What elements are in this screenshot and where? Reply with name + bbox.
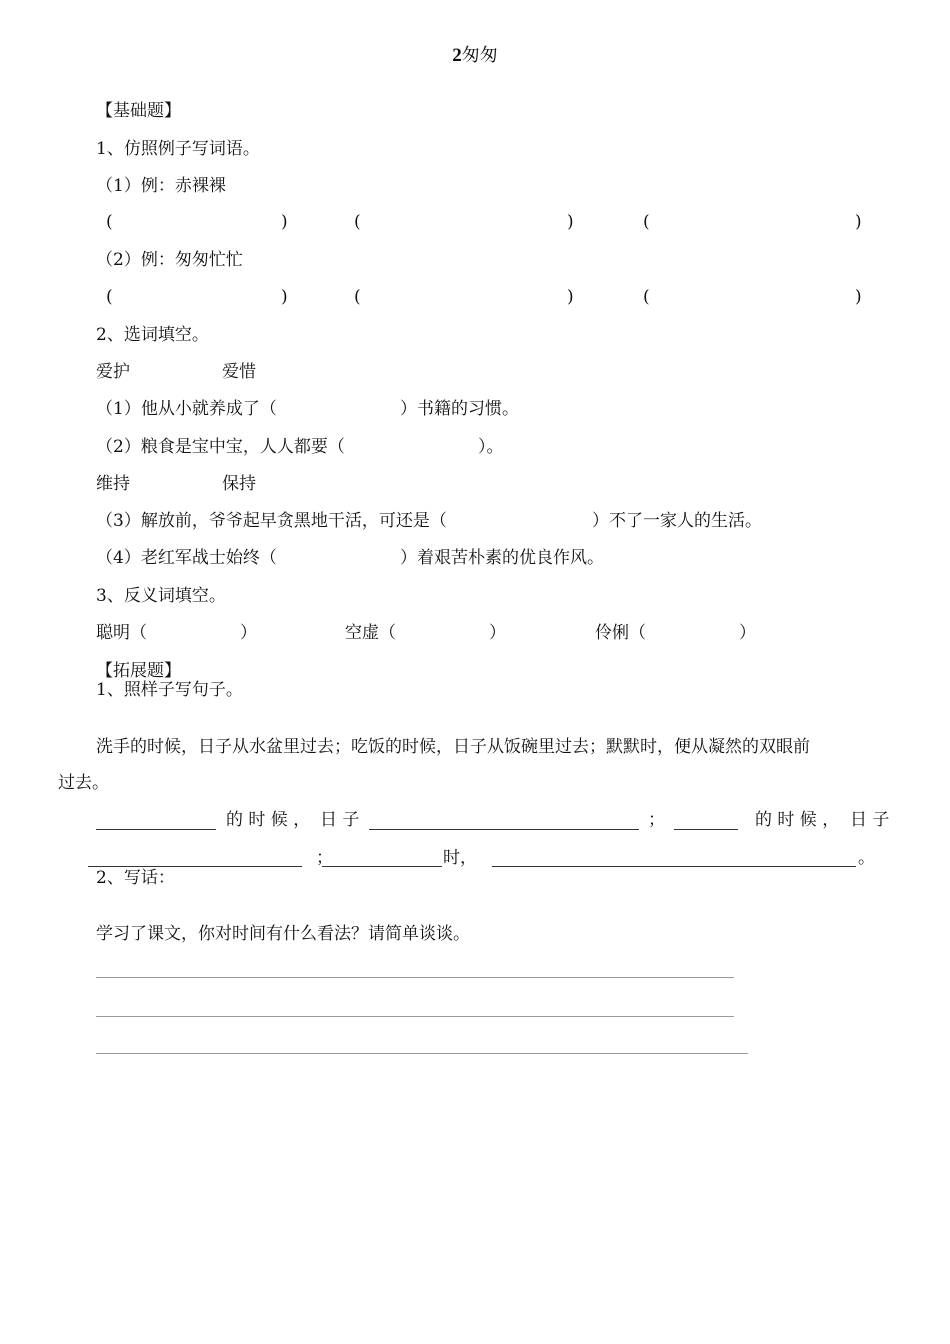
close-paren: ) [567, 287, 574, 307]
template-time: 时， [443, 848, 477, 868]
word-choice-1b: 爱惜 [222, 362, 256, 382]
q3-prompt: 3、反义词填空。 [96, 586, 226, 606]
ext-q2-prompt: 2、写话： [96, 868, 175, 888]
close-paren: ) [855, 287, 862, 307]
fill-sentence-2-start: （2）粮食是宝中宝，人人都要（ [96, 437, 345, 457]
word-choice-1a: 爱护 [96, 362, 130, 382]
fill-sentence-4-end: ）着艰苦朴素的优良作风。 [400, 548, 604, 568]
antonym-item-2: 空虚（ [345, 623, 396, 643]
antonym-item-3-close: ） [739, 623, 756, 643]
fill-sentence-2-end: ）。 [478, 437, 504, 457]
answer-underline [369, 829, 639, 830]
template-end: 。 [858, 848, 875, 868]
word-choice-2b: 保持 [222, 474, 256, 494]
lesson-title: 匆匆 [461, 45, 498, 66]
page-title [0, 46, 950, 65]
template-when-1: 的 时 候 ， [226, 810, 311, 830]
basic-section-heading: 【基础题】 [96, 101, 181, 121]
template-day-1: 日 子 [320, 810, 360, 830]
answer-underline [674, 829, 738, 830]
open-paren: ( [354, 287, 361, 307]
ext-q1-prompt: 1、照样子写句子。 [96, 680, 243, 700]
writing-question: 学习了课文，你对时间有什么看法？请简单谈谈。 [96, 924, 470, 944]
fill-sentence-1-end: ）书籍的习惯。 [400, 399, 519, 419]
open-paren: ( [106, 212, 113, 232]
lesson-number: 2 [452, 45, 462, 66]
answer-underline [322, 866, 442, 867]
template-semicolon-1: ； [648, 810, 665, 830]
writing-line [96, 1016, 734, 1017]
fill-sentence-4-start: （4）老红军战士始终（ [96, 548, 277, 568]
word-choice-2a: 维持 [96, 474, 130, 494]
close-paren: ) [567, 212, 574, 232]
fill-sentence-1-start: （1）他从小就养成了（ [96, 399, 277, 419]
open-paren: ( [354, 212, 361, 232]
fill-sentence-3-start: （3）解放前，爷爷起早贪黑地干活，可还是（ [96, 511, 447, 531]
example-sentence-line-1: 洗手的时候，日子从水盆里过去；吃饭的时候，日子从饭碗里过去；默默时，便从凝然的双眼前 [96, 737, 810, 757]
answer-underline [88, 866, 302, 867]
q2-prompt: 2、选词填空。 [96, 325, 209, 345]
template-when-2: 的 时 候 ， [755, 810, 840, 830]
fill-sentence-3-end: ）不了一家人的生活。 [592, 511, 762, 531]
answer-underline [492, 866, 856, 867]
q1-example-2: （2）例：匆匆忙忙 [96, 250, 243, 270]
antonym-item-1: 聪明（ [96, 623, 147, 643]
close-paren: ) [855, 212, 862, 232]
antonym-item-3: 伶俐（ [595, 623, 646, 643]
example-sentence-line-2: 过去。 [58, 773, 109, 793]
open-paren: ( [643, 212, 650, 232]
q1-prompt: 1、仿照例子写词语。 [96, 139, 260, 159]
open-paren: ( [106, 287, 113, 307]
open-paren: ( [643, 287, 650, 307]
antonym-item-1-close: ） [240, 623, 257, 643]
writing-line [96, 977, 734, 978]
antonym-item-2-close: ） [489, 623, 506, 643]
template-day-2: 日 子 [850, 810, 890, 830]
answer-underline [96, 829, 216, 830]
writing-line [96, 1053, 748, 1054]
extend-section-heading: 【拓展题】 [96, 661, 181, 681]
close-paren: ) [281, 212, 288, 232]
close-paren: ) [281, 287, 288, 307]
q1-example-1: （1）例：赤裸裸 [96, 176, 226, 196]
template-semicolon-2: ； [316, 848, 333, 868]
